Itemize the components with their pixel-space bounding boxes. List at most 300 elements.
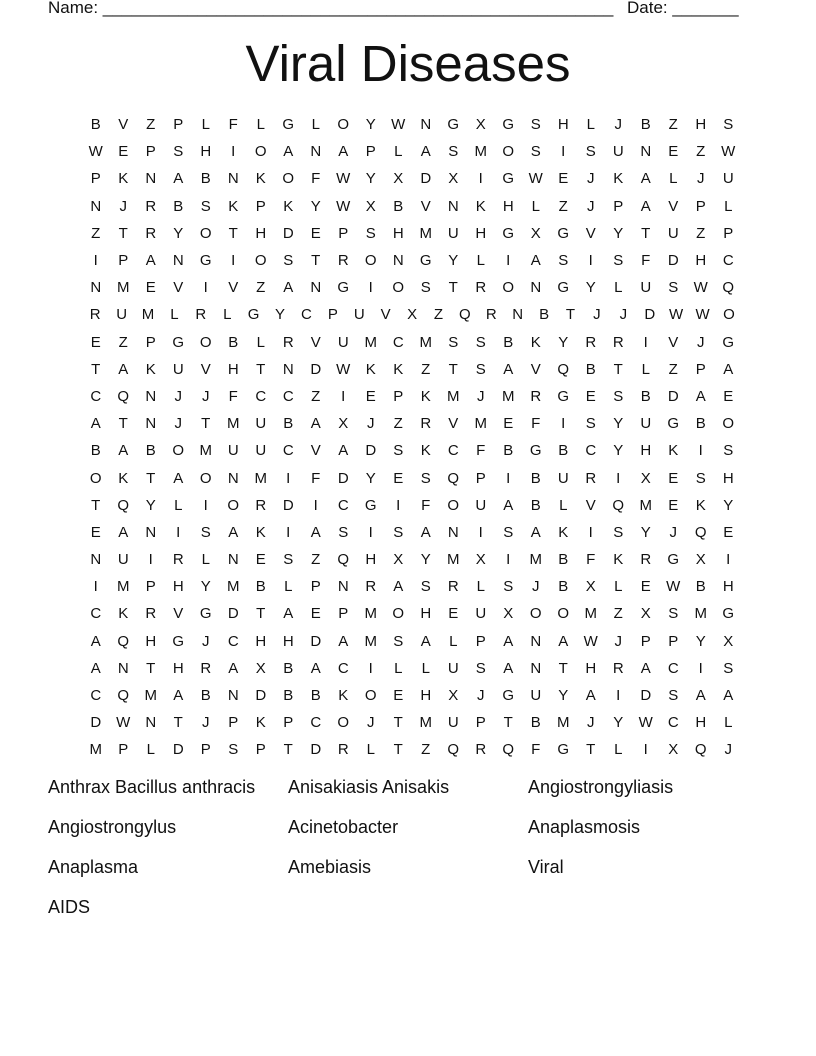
grid-letter: M	[474, 143, 487, 161]
grid-letter: N	[530, 659, 542, 677]
grid-letter: B	[283, 659, 294, 677]
grid-letter: U	[447, 224, 459, 242]
grid-letter: X	[407, 306, 418, 324]
grid-letter: S	[283, 551, 294, 569]
grid-letter: A	[310, 415, 321, 433]
grid-letter: Q	[117, 632, 130, 650]
grid-letter: L	[476, 578, 485, 596]
grid-row	[82, 220, 742, 247]
grid-letter: M	[141, 306, 155, 324]
grid-letter: E	[90, 523, 101, 541]
grid-letter: T	[146, 469, 156, 487]
grid-letter: V	[668, 333, 679, 351]
grid-letter: N	[282, 360, 294, 378]
grid-row	[82, 573, 742, 600]
grid-letter: S	[585, 415, 596, 433]
grid-letter: I	[368, 279, 373, 297]
grid-letter: J	[697, 170, 705, 188]
word-list-item: Anaplasmosis	[528, 817, 641, 837]
grid-row	[82, 383, 742, 410]
grid-letter: T	[311, 252, 321, 270]
grid-letter: M	[557, 714, 570, 732]
grid-letter: U	[255, 442, 267, 460]
grid-letter: S	[200, 197, 211, 215]
grid-letter: D	[282, 496, 294, 514]
grid-letter: T	[393, 714, 403, 732]
grid-letter: O	[502, 143, 515, 161]
grid-letter: I	[176, 523, 181, 541]
grid-letter: S	[668, 605, 679, 623]
grid-letter: N	[227, 687, 239, 705]
grid-letter: F	[421, 496, 431, 514]
grid-letter: T	[448, 279, 458, 297]
grid-letter: R	[475, 741, 487, 759]
grid-letter: R	[585, 333, 597, 351]
grid-letter: N	[420, 116, 432, 134]
grid-letter: I	[478, 523, 483, 541]
grid-letter: B	[558, 578, 569, 596]
grid-letter: C	[667, 714, 679, 732]
grid-letter: S	[668, 687, 679, 705]
grid-letter: E	[448, 605, 459, 623]
grid-letter: J	[532, 578, 540, 596]
grid-letter: P	[228, 714, 239, 732]
grid-letter: N	[310, 143, 322, 161]
grid-letter: N	[447, 197, 459, 215]
grid-letter: C	[310, 714, 322, 732]
grid-letter: T	[228, 224, 238, 242]
word-list-item: Angiostrongyliasis	[528, 777, 674, 797]
grid-letter: A	[503, 360, 514, 378]
grid-letter: S	[668, 279, 679, 297]
grid-letter: T	[91, 360, 101, 378]
grid-letter: S	[475, 333, 486, 351]
grid-letter: W	[583, 632, 598, 650]
grid-letter: B	[173, 197, 184, 215]
grid-letter: S	[393, 523, 404, 541]
grid-letter: V	[200, 360, 211, 378]
grid-row	[82, 410, 742, 437]
grid-letter: I	[203, 496, 208, 514]
grid-letter: L	[201, 551, 210, 569]
grid-row	[82, 437, 742, 464]
grid-letter: O	[557, 605, 570, 623]
grid-letter: J	[202, 714, 210, 732]
grid-letter: T	[256, 605, 266, 623]
grid-letter: P	[695, 360, 706, 378]
grid-letter: W	[721, 143, 736, 161]
grid-letter: W	[666, 578, 681, 596]
grid-letter: P	[338, 224, 349, 242]
grid-letter: O	[199, 224, 212, 242]
grid-letter: J	[119, 197, 127, 215]
grid-letter: L	[223, 306, 232, 324]
grid-letter: M	[529, 551, 542, 569]
grid-letter: H	[420, 605, 432, 623]
grid-letter: U	[116, 306, 128, 324]
grid-letter: L	[724, 714, 733, 732]
grid-letter: A	[283, 279, 294, 297]
grid-letter: B	[640, 116, 651, 134]
grid-letter: X	[255, 659, 266, 677]
grid-letter: P	[118, 741, 129, 759]
grid-letter: I	[231, 143, 236, 161]
grid-letter: C	[90, 687, 102, 705]
grid-letter: T	[613, 360, 623, 378]
grid-letter: F	[311, 469, 321, 487]
grid-letter: T	[146, 659, 156, 677]
grid-letter: S	[723, 116, 734, 134]
grid-letter: S	[200, 523, 211, 541]
grid-letter: I	[93, 578, 98, 596]
grid-letter: H	[695, 714, 707, 732]
grid-letter: S	[613, 252, 624, 270]
grid-letter: M	[89, 741, 102, 759]
grid-letter: J	[619, 306, 628, 324]
grid-letter: N	[117, 659, 129, 677]
grid-letter: D	[255, 687, 267, 705]
grid-letter: J	[587, 714, 595, 732]
grid-letter: A	[173, 469, 184, 487]
letter-grid	[82, 111, 742, 764]
grid-letter: I	[588, 523, 593, 541]
grid-letter: Y	[613, 714, 624, 732]
grid-letter: L	[170, 306, 179, 324]
grid-letter: F	[311, 170, 321, 188]
grid-letter: B	[393, 197, 404, 215]
grid-letter: Z	[421, 360, 431, 378]
grid-row	[82, 165, 742, 192]
grid-letter: Y	[558, 687, 569, 705]
grid-letter: J	[593, 306, 601, 324]
grid-letter: S	[613, 387, 624, 405]
grid-letter: B	[558, 442, 569, 460]
grid-letter: N	[172, 252, 184, 270]
grid-letter: E	[640, 578, 651, 596]
grid-letter: G	[447, 116, 460, 134]
grid-letter: E	[310, 224, 321, 242]
grid-letter: R	[255, 496, 267, 514]
grid-letter: M	[254, 469, 267, 487]
grid-letter: K	[475, 197, 486, 215]
grid-letter: S	[448, 143, 459, 161]
grid-letter: L	[174, 496, 183, 514]
grid-letter: A	[228, 523, 239, 541]
grid-letter: A	[695, 387, 706, 405]
grid-letter: M	[639, 496, 652, 514]
grid-letter: Q	[117, 387, 130, 405]
grid-letter: K	[558, 523, 569, 541]
grid-letter: G	[502, 116, 515, 134]
grid-letter: P	[283, 714, 294, 732]
grid-letter: H	[695, 252, 707, 270]
grid-letter: A	[503, 659, 514, 677]
grid-letter: T	[283, 741, 293, 759]
grid-letter: B	[530, 714, 541, 732]
grid-row	[82, 736, 742, 763]
grid-letter: G	[557, 387, 570, 405]
grid-letter: B	[200, 170, 211, 188]
grid-letter: Y	[695, 632, 706, 650]
grid-letter: O	[89, 469, 102, 487]
grid-letter: Y	[613, 224, 624, 242]
grid-letter: X	[393, 551, 404, 569]
grid-letter: K	[530, 333, 541, 351]
grid-letter: E	[90, 333, 101, 351]
grid-letter: O	[282, 170, 295, 188]
grid-letter: R	[337, 741, 349, 759]
grid-letter: T	[393, 741, 403, 759]
grid-letter: I	[698, 659, 703, 677]
grid-letter: M	[227, 415, 240, 433]
grid-letter: Y	[365, 170, 376, 188]
grid-letter: F	[228, 387, 238, 405]
page-title: Viral Diseases	[245, 35, 571, 92]
grid-letter: V	[585, 496, 596, 514]
grid-letter: B	[585, 360, 596, 378]
grid-letter: C	[301, 306, 312, 324]
grid-letter: T	[503, 714, 513, 732]
grid-letter: N	[90, 279, 102, 297]
grid-letter: J	[724, 741, 732, 759]
grid-letter: G	[172, 632, 185, 650]
grid-letter: Q	[557, 360, 570, 378]
grid-letter: J	[587, 197, 595, 215]
grid-letter: E	[393, 687, 404, 705]
grid-letter: K	[255, 523, 266, 541]
grid-letter: H	[640, 442, 652, 460]
grid-letter: K	[613, 170, 624, 188]
grid-letter: C	[282, 387, 294, 405]
grid-letter: C	[722, 252, 734, 270]
grid-row	[82, 301, 742, 328]
grid-row	[82, 546, 742, 573]
grid-letter: S	[393, 442, 404, 460]
grid-row	[82, 247, 742, 274]
grid-letter: R	[420, 415, 432, 433]
grid-letter: S	[503, 578, 514, 596]
grid-letter: C	[585, 442, 597, 460]
grid-letter: G	[172, 333, 185, 351]
grid-letter: B	[530, 496, 541, 514]
grid-letter: P	[145, 578, 156, 596]
grid-letter: M	[694, 605, 707, 623]
grid-letter: S	[723, 442, 734, 460]
grid-letter: T	[256, 360, 266, 378]
grid-letter: I	[506, 469, 511, 487]
grid-letter: B	[503, 333, 514, 351]
grid-letter: R	[145, 605, 157, 623]
grid-letter: X	[668, 741, 679, 759]
grid-letter: Q	[447, 469, 460, 487]
grid-letter: U	[612, 143, 624, 161]
grid-letter: G	[364, 496, 377, 514]
grid-letter: S	[695, 469, 706, 487]
grid-letter: E	[393, 469, 404, 487]
grid-letter: K	[145, 360, 156, 378]
grid-letter: K	[255, 714, 266, 732]
grid-letter: Q	[694, 741, 707, 759]
grid-letter: C	[667, 659, 679, 677]
grid-letter: Z	[256, 279, 266, 297]
grid-letter: Z	[558, 197, 568, 215]
grid-letter: I	[643, 333, 648, 351]
grid-letter: H	[722, 578, 734, 596]
grid-letter: Y	[558, 333, 569, 351]
grid-letter: O	[364, 687, 377, 705]
grid-letter: W	[669, 306, 684, 324]
grid-letter: U	[447, 714, 459, 732]
grid-letter: E	[503, 415, 514, 433]
grid-letter: K	[255, 170, 266, 188]
grid-letter: L	[531, 197, 540, 215]
grid-row	[82, 628, 742, 655]
name-field-label: Name: ______________________________________________________	[48, 0, 614, 17]
grid-letter: A	[118, 442, 129, 460]
grid-letter: B	[145, 442, 156, 460]
grid-letter: U	[640, 415, 652, 433]
date-field-label: Date: _______	[627, 0, 739, 17]
grid-letter: A	[310, 523, 321, 541]
grid-letter: D	[644, 306, 656, 324]
grid-letter: R	[145, 197, 157, 215]
grid-letter: Y	[723, 496, 734, 514]
grid-letter: K	[283, 197, 294, 215]
grid-letter: P	[145, 143, 156, 161]
grid-letter: G	[557, 224, 570, 242]
grid-letter: I	[506, 551, 511, 569]
grid-letter: N	[530, 632, 542, 650]
grid-letter: M	[364, 632, 377, 650]
grid-letter: I	[231, 252, 236, 270]
grid-letter: D	[310, 632, 322, 650]
grid-letter: V	[310, 333, 321, 351]
grid-letter: W	[693, 279, 708, 297]
grid-letter: D	[365, 442, 377, 460]
grid-letter: H	[392, 224, 404, 242]
grid-row	[82, 274, 742, 301]
grid-letter: Z	[433, 306, 444, 324]
grid-letter: G	[557, 741, 570, 759]
grid-letter: D	[172, 741, 184, 759]
grid-letter: Q	[694, 523, 707, 541]
grid-letter: P	[255, 197, 266, 215]
grid-letter: V	[173, 605, 184, 623]
grid-letter: B	[530, 469, 541, 487]
grid-letter: U	[640, 279, 652, 297]
grid-letter: G	[199, 252, 212, 270]
grid-letter: B	[640, 387, 651, 405]
grid-letter: A	[420, 632, 431, 650]
grid-row	[82, 464, 742, 491]
grid-letter: H	[227, 360, 239, 378]
grid-letter: O	[227, 496, 240, 514]
grid-letter: X	[393, 170, 404, 188]
grid-letter: Y	[640, 523, 651, 541]
grid-letter: I	[203, 279, 208, 297]
grid-row	[82, 682, 742, 709]
grid-letter: B	[283, 415, 294, 433]
word-list-item: Amebiasis	[288, 857, 372, 877]
grid-letter: Y	[310, 197, 321, 215]
grid-letter: V	[380, 306, 391, 324]
grid-letter: A	[338, 632, 349, 650]
grid-letter: X	[338, 415, 349, 433]
grid-letter: P	[365, 143, 376, 161]
grid-letter: Q	[722, 279, 735, 297]
grid-letter: C	[90, 387, 102, 405]
grid-letter: L	[614, 741, 623, 759]
grid-letter: W	[116, 714, 131, 732]
grid-letter: N	[392, 252, 404, 270]
grid-letter: O	[392, 605, 405, 623]
grid-letter: I	[506, 252, 511, 270]
grid-letter: A	[723, 360, 734, 378]
grid-letter: T	[118, 224, 128, 242]
grid-letter: A	[338, 442, 349, 460]
grid-letter: Y	[145, 496, 156, 514]
grid-letter: Y	[200, 578, 211, 596]
grid-letter: B	[539, 306, 550, 324]
grid-letter: I	[616, 469, 621, 487]
grid-letter: A	[90, 659, 101, 677]
grid-letter: N	[640, 143, 652, 161]
grid-letter: F	[531, 741, 541, 759]
grid-letter: P	[200, 741, 211, 759]
grid-letter: S	[338, 523, 349, 541]
grid-letter: O	[502, 279, 515, 297]
grid-letter: B	[558, 551, 569, 569]
grid-letter: T	[558, 659, 568, 677]
grid-letter: B	[283, 687, 294, 705]
grid-letter: H	[475, 224, 487, 242]
grid-letter: H	[502, 197, 514, 215]
grid-letter: I	[93, 252, 98, 270]
grid-letter: R	[612, 659, 624, 677]
grid-letter: N	[90, 197, 102, 215]
grid-letter: F	[228, 116, 238, 134]
grid-letter: H	[172, 659, 184, 677]
grid-row	[82, 193, 742, 220]
grid-letter: N	[145, 523, 157, 541]
grid-letter: M	[227, 578, 240, 596]
grid-letter: M	[419, 714, 432, 732]
grid-letter: Z	[421, 741, 431, 759]
grid-letter: A	[530, 252, 541, 270]
grid-letter: C	[337, 496, 349, 514]
grid-letter: G	[282, 116, 295, 134]
grid-letter: U	[530, 687, 542, 705]
grid-letter: L	[366, 741, 375, 759]
grid-letter: U	[722, 170, 734, 188]
grid-letter: G	[502, 170, 515, 188]
grid-letter: R	[475, 279, 487, 297]
grid-letter: M	[419, 333, 432, 351]
grid-letter: X	[585, 578, 596, 596]
grid-letter: E	[585, 387, 596, 405]
grid-letter: C	[227, 632, 239, 650]
grid-letter: M	[447, 387, 460, 405]
grid-letter: J	[174, 415, 182, 433]
grid-letter: N	[227, 170, 239, 188]
grid-letter: V	[228, 279, 239, 297]
grid-letter: Y	[173, 224, 184, 242]
grid-letter: P	[475, 469, 486, 487]
grid-letter: A	[420, 143, 431, 161]
grid-letter: X	[695, 551, 706, 569]
grid-letter: L	[394, 659, 403, 677]
grid-letter: M	[502, 387, 515, 405]
